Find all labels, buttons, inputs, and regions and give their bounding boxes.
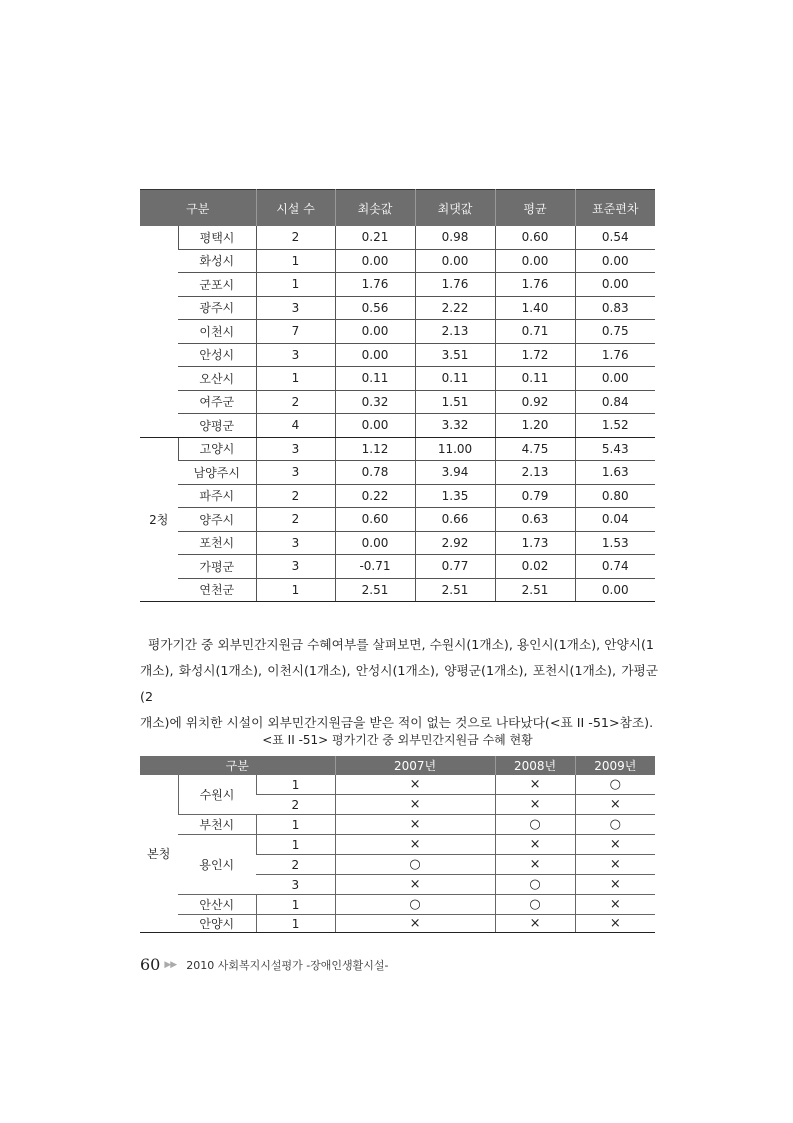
city-cell: 수원시	[178, 775, 256, 815]
header-category: 구분	[140, 756, 335, 775]
table-row	[140, 775, 655, 795]
number-cell: 1	[256, 775, 335, 795]
header-stddev: 표준편차	[575, 190, 655, 227]
number-cell: 1	[256, 815, 335, 835]
count-cell: 1	[256, 578, 335, 602]
stddev-cell: 0.00	[575, 367, 655, 391]
mean-cell: 0.63	[495, 508, 575, 532]
table-row	[140, 484, 655, 508]
group-label: 2청	[140, 437, 178, 602]
stddev-cell: 0.80	[575, 484, 655, 508]
year-2008-cell: ×	[495, 835, 575, 855]
mean-cell: 0.00	[495, 249, 575, 273]
table-row	[140, 461, 655, 485]
stddev-cell: 0.75	[575, 320, 655, 344]
year-2008-cell: ×	[495, 795, 575, 815]
max-cell: 1.51	[415, 390, 495, 414]
table-row	[140, 835, 655, 855]
max-cell: 2.13	[415, 320, 495, 344]
min-cell: 0.32	[335, 390, 415, 414]
city-cell: 군포시	[178, 273, 256, 297]
header-2008: 2008년	[495, 756, 575, 775]
min-cell: 0.21	[335, 226, 415, 249]
paragraph-line-3: 개소)에 위치한 시설이 외부민간지원금을 받은 적이 없는 것으로 나타났다(<표 II -51>참조).	[140, 715, 654, 730]
table-row	[140, 226, 655, 249]
year-2007-cell: ×	[335, 775, 495, 795]
min-cell: 1.76	[335, 273, 415, 297]
max-cell: 0.98	[415, 226, 495, 249]
city-cell: 이천시	[178, 320, 256, 344]
mean-cell: 1.72	[495, 343, 575, 367]
min-cell: -0.71	[335, 555, 415, 579]
city-cell: 연천군	[178, 578, 256, 602]
min-cell: 0.60	[335, 508, 415, 532]
count-cell: 3	[256, 343, 335, 367]
count-cell: 2	[256, 390, 335, 414]
year-2007-cell: ×	[335, 875, 495, 895]
table-row	[140, 531, 655, 555]
table-row	[140, 578, 655, 602]
year-2009-cell: ×	[575, 795, 655, 815]
year-2008-cell: ×	[495, 775, 575, 795]
year-2007-cell: ×	[335, 795, 495, 815]
min-cell: 0.00	[335, 343, 415, 367]
header-max: 최댓값	[415, 190, 495, 227]
mean-cell: 0.79	[495, 484, 575, 508]
mean-cell: 0.02	[495, 555, 575, 579]
body-paragraph	[140, 632, 658, 736]
paragraph-line-1: 평가기간 중 외부민간지원금 수혜여부를 살펴보면, 수원시(1개소), 용인시(1개소), 안양시(1	[148, 637, 655, 652]
min-cell: 0.22	[335, 484, 415, 508]
table-row	[140, 895, 655, 915]
count-cell: 7	[256, 320, 335, 344]
table-row	[140, 915, 655, 933]
stddev-cell: 0.84	[575, 390, 655, 414]
stddev-cell: 1.63	[575, 461, 655, 485]
max-cell: 1.76	[415, 273, 495, 297]
city-cell: 가평군	[178, 555, 256, 579]
count-cell: 3	[256, 296, 335, 320]
external-funding-table	[140, 756, 655, 933]
stddev-cell: 0.00	[575, 249, 655, 273]
header-min: 최솟값	[335, 190, 415, 227]
count-cell: 3	[256, 555, 335, 579]
table-caption: <표 II -51> 평가기간 중 외부민간지원금 수혜 현황	[262, 733, 533, 747]
city-cell: 고양시	[178, 437, 256, 461]
year-2008-cell: ×	[495, 915, 575, 933]
mean-cell: 0.92	[495, 390, 575, 414]
group-label	[140, 226, 178, 437]
year-2008-cell: ×	[495, 855, 575, 875]
table-row	[140, 273, 655, 297]
city-cell: 양주시	[178, 508, 256, 532]
stddev-cell: 0.83	[575, 296, 655, 320]
min-cell: 0.00	[335, 320, 415, 344]
stddev-cell: 0.74	[575, 555, 655, 579]
max-cell: 2.22	[415, 296, 495, 320]
header-2007: 2007년	[335, 756, 495, 775]
count-cell: 2	[256, 484, 335, 508]
count-cell: 2	[256, 226, 335, 249]
table-row	[140, 508, 655, 532]
table-header-row	[140, 190, 655, 227]
max-cell: 0.00	[415, 249, 495, 273]
mean-cell: 4.75	[495, 437, 575, 461]
count-cell: 4	[256, 414, 335, 438]
city-cell: 화성시	[178, 249, 256, 273]
max-cell: 0.77	[415, 555, 495, 579]
year-2009-cell: ×	[575, 895, 655, 915]
max-cell: 3.94	[415, 461, 495, 485]
min-cell: 2.51	[335, 578, 415, 602]
min-cell: 0.00	[335, 531, 415, 555]
count-cell: 3	[256, 437, 335, 461]
table-row	[140, 390, 655, 414]
stddev-cell: 1.52	[575, 414, 655, 438]
max-cell: 3.51	[415, 343, 495, 367]
max-cell: 0.11	[415, 367, 495, 391]
year-2009-cell: ×	[575, 915, 655, 933]
year-2009-cell: ×	[575, 875, 655, 895]
stddev-cell: 0.54	[575, 226, 655, 249]
number-cell: 2	[256, 795, 335, 815]
max-cell: 3.32	[415, 414, 495, 438]
table-row	[140, 815, 655, 835]
mean-cell: 2.13	[495, 461, 575, 485]
header-facility-count: 시설 수	[256, 190, 335, 227]
year-2007-cell: ○	[335, 895, 495, 915]
city-cell: 광주시	[178, 296, 256, 320]
max-cell: 2.92	[415, 531, 495, 555]
city-cell: 양평군	[178, 414, 256, 438]
paragraph-line-2: 개소), 화성시(1개소), 이천시(1개소), 안성시(1개소), 양평군(1개소), 포천시(1개소), 가평군(2	[140, 663, 658, 704]
stddev-cell: 1.53	[575, 531, 655, 555]
number-cell: 1	[256, 895, 335, 915]
min-cell: 0.00	[335, 249, 415, 273]
count-cell: 3	[256, 461, 335, 485]
year-2007-cell: ×	[335, 915, 495, 933]
max-cell: 2.51	[415, 578, 495, 602]
table-header-row	[140, 756, 655, 775]
count-cell: 1	[256, 273, 335, 297]
page-number: 60	[140, 955, 161, 974]
mean-cell: 2.51	[495, 578, 575, 602]
mean-cell: 0.11	[495, 367, 575, 391]
table-row	[140, 320, 655, 344]
city-cell: 용인시	[178, 835, 256, 895]
number-cell: 1	[256, 835, 335, 855]
year-2008-cell: ○	[495, 875, 575, 895]
number-cell: 2	[256, 855, 335, 875]
stddev-cell: 0.00	[575, 273, 655, 297]
max-cell: 1.35	[415, 484, 495, 508]
year-2009-cell: ×	[575, 855, 655, 875]
group-label: 본청	[140, 775, 178, 933]
city-cell: 안성시	[178, 343, 256, 367]
page-footer	[140, 955, 389, 974]
max-cell: 11.00	[415, 437, 495, 461]
mean-cell: 1.40	[495, 296, 575, 320]
count-cell: 1	[256, 249, 335, 273]
city-cell: 남양주시	[178, 461, 256, 485]
stddev-cell: 1.76	[575, 343, 655, 367]
mean-cell: 0.71	[495, 320, 575, 344]
stddev-cell: 0.00	[575, 578, 655, 602]
header-mean: 평균	[495, 190, 575, 227]
year-2009-cell: ○	[575, 815, 655, 835]
year-2007-cell: ×	[335, 815, 495, 835]
city-cell: 평택시	[178, 226, 256, 249]
year-2009-cell: ×	[575, 835, 655, 855]
city-cell: 여주군	[178, 390, 256, 414]
count-cell: 2	[256, 508, 335, 532]
year-2009-cell: ○	[575, 775, 655, 795]
number-cell: 1	[256, 915, 335, 933]
header-2009: 2009년	[575, 756, 655, 775]
count-cell: 1	[256, 367, 335, 391]
mean-cell: 1.76	[495, 273, 575, 297]
min-cell: 1.12	[335, 437, 415, 461]
mean-cell: 0.60	[495, 226, 575, 249]
mean-cell: 1.20	[495, 414, 575, 438]
city-cell: 파주시	[178, 484, 256, 508]
city-cell: 포천시	[178, 531, 256, 555]
table-row	[140, 343, 655, 367]
table-row	[140, 555, 655, 579]
min-cell: 0.11	[335, 367, 415, 391]
year-2007-cell: ○	[335, 855, 495, 875]
city-cell: 안산시	[178, 895, 256, 915]
table-row	[140, 437, 655, 461]
min-cell: 0.00	[335, 414, 415, 438]
year-2008-cell: ○	[495, 895, 575, 915]
year-2008-cell: ○	[495, 815, 575, 835]
arrow-icon: ▶▶	[164, 959, 177, 970]
max-cell: 0.66	[415, 508, 495, 532]
min-cell: 0.78	[335, 461, 415, 485]
city-cell: 오산시	[178, 367, 256, 391]
year-2007-cell: ×	[335, 835, 495, 855]
min-cell: 0.56	[335, 296, 415, 320]
stddev-cell: 5.43	[575, 437, 655, 461]
number-cell: 3	[256, 875, 335, 895]
stddev-cell: 0.04	[575, 508, 655, 532]
city-cell: 부천시	[178, 815, 256, 835]
footer-title: 2010 사회복지시설평가 -장애인생활시설-	[186, 958, 389, 972]
table-row	[140, 249, 655, 273]
city-cell: 안양시	[178, 915, 256, 933]
header-category: 구분	[140, 190, 256, 227]
table-row	[140, 414, 655, 438]
table-row	[140, 296, 655, 320]
table-row	[140, 367, 655, 391]
count-cell: 3	[256, 531, 335, 555]
facility-stats-table	[140, 189, 655, 602]
mean-cell: 1.73	[495, 531, 575, 555]
